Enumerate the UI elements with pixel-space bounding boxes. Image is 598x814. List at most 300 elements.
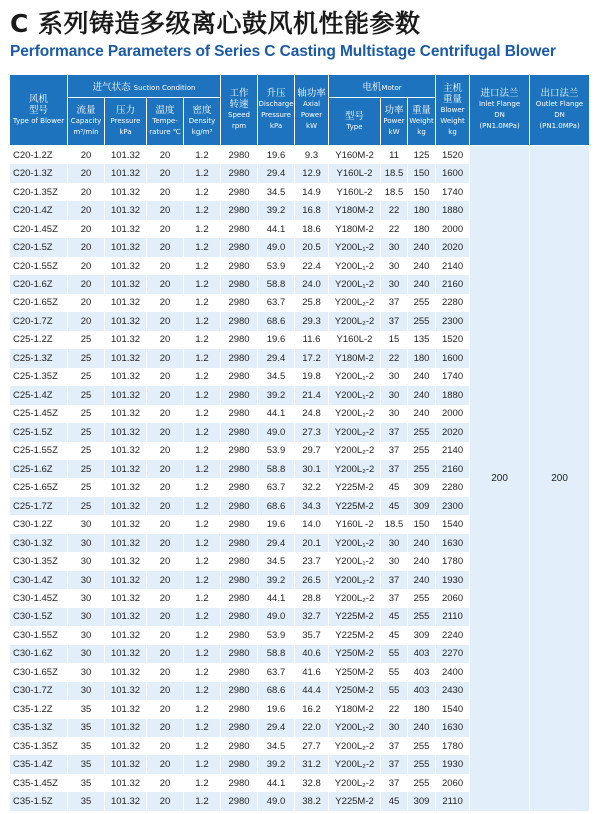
cell-capacity: 30 [68,571,105,589]
cell-motor-type: Y160L -2 [329,515,381,533]
cell-motor-weight: 150 [408,515,436,533]
cell-motor-power: 45 [381,478,408,496]
cell-pressure: 101.32 [105,645,147,663]
cell-temperature: 20 [147,645,184,663]
cell-motor-type: Y200L₂-2 [329,423,381,441]
cell-axial-power: 11.6 [295,331,329,349]
cell-axial-power: 34.3 [295,497,329,515]
cell-axial-power: 41.6 [295,663,329,681]
cell-capacity: 25 [68,460,105,478]
cell-density: 1.2 [184,719,221,737]
cell-speed: 2980 [221,201,258,219]
cell-density: 1.2 [184,774,221,792]
header-density: 密度 Density kg/m³ [184,98,221,146]
cell-axial-power: 24.0 [295,275,329,293]
cell-motor-type: Y200L₂-2 [329,460,381,478]
cell-blower-weight: 2110 [436,792,470,810]
cell-motor-type: Y200L₂-2 [329,589,381,607]
cell-temperature: 20 [147,331,184,349]
cell-motor-type: Y200L₁-2 [329,238,381,256]
cell-blower-weight: 2160 [436,460,470,478]
cell-discharge-pressure: 19.6 [258,700,295,718]
cell-motor-weight: 255 [408,755,436,773]
cell-temperature: 20 [147,497,184,515]
cell-speed: 2980 [221,386,258,404]
cell-motor-type: Y200L₂-2 [329,442,381,460]
cell-blower-weight: 1880 [436,386,470,404]
cell-capacity: 30 [68,608,105,626]
cell-model: C25-1.2Z [10,331,68,349]
cell-pressure: 101.32 [105,700,147,718]
cell-capacity: 35 [68,719,105,737]
cell-density: 1.2 [184,183,221,201]
cell-pressure: 101.32 [105,719,147,737]
cell-density: 1.2 [184,257,221,275]
cell-discharge-pressure: 49.0 [258,792,295,810]
cell-motor-type: Y160L-2 [329,164,381,182]
cell-motor-weight: 309 [408,626,436,644]
cell-motor-power: 37 [381,571,408,589]
cell-blower-weight: 2000 [436,220,470,238]
cell-axial-power: 14.9 [295,183,329,201]
cell-model: C35-1.3Z [10,719,68,737]
cell-temperature: 20 [147,792,184,810]
cell-motor-power: 55 [381,663,408,681]
cell-speed: 2980 [221,663,258,681]
cell-axial-power: 32.7 [295,608,329,626]
cell-temperature: 20 [147,238,184,256]
cell-motor-power: 22 [381,220,408,238]
cell-pressure: 101.32 [105,442,147,460]
cell-motor-power: 37 [381,312,408,330]
cell-pressure: 101.32 [105,552,147,570]
cell-motor-power: 45 [381,792,408,810]
cell-axial-power: 24.8 [295,405,329,423]
cell-axial-power: 23.7 [295,552,329,570]
cell-capacity: 30 [68,552,105,570]
cell-axial-power: 16.8 [295,201,329,219]
table-header [10,75,590,146]
cell-axial-power: 30.1 [295,460,329,478]
cell-temperature: 20 [147,312,184,330]
cell-motor-weight: 309 [408,478,436,496]
cell-density: 1.2 [184,146,221,165]
cell-capacity: 30 [68,626,105,644]
cell-pressure: 101.32 [105,774,147,792]
cell-motor-type: Y160L-2 [329,183,381,201]
cell-speed: 2980 [221,497,258,515]
cell-discharge-pressure: 44.1 [258,774,295,792]
cell-blower-weight: 1540 [436,700,470,718]
cell-pressure: 101.32 [105,626,147,644]
cell-axial-power: 18.6 [295,220,329,238]
cell-axial-power: 40.6 [295,645,329,663]
cell-temperature: 20 [147,386,184,404]
cell-blower-weight: 1630 [436,534,470,552]
cell-speed: 2980 [221,719,258,737]
cell-motor-type: Y225M-2 [329,478,381,496]
cell-axial-power: 20.1 [295,534,329,552]
cell-speed: 2980 [221,238,258,256]
cell-temperature: 20 [147,755,184,773]
table-row [10,146,590,165]
cell-temperature: 20 [147,589,184,607]
cell-speed: 2980 [221,331,258,349]
cell-motor-power: 30 [381,534,408,552]
cell-blower-weight: 2020 [436,423,470,441]
cell-capacity: 20 [68,146,105,165]
cell-discharge-pressure: 29.4 [258,534,295,552]
header-motor-type: 型号 Type [329,98,381,146]
cell-temperature: 20 [147,294,184,312]
cell-axial-power: 35.7 [295,626,329,644]
cell-motor-type: Y250M-2 [329,663,381,681]
cell-motor-type: Y200L₁-2 [329,405,381,423]
cell-motor-type: Y225M-2 [329,608,381,626]
cell-pressure: 101.32 [105,589,147,607]
cell-discharge-pressure: 68.6 [258,682,295,700]
cell-speed: 2980 [221,700,258,718]
header-outlet-flange: 出口法兰 Outlet Flange DN (PN1.0MPa) [530,75,590,146]
cell-density: 1.2 [184,755,221,773]
cell-speed: 2980 [221,349,258,367]
cell-density: 1.2 [184,386,221,404]
cell-motor-power: 18.5 [381,515,408,533]
cell-capacity: 30 [68,682,105,700]
cell-model: C35-1.45Z [10,774,68,792]
cell-motor-weight: 240 [408,238,436,256]
cell-pressure: 101.32 [105,460,147,478]
cell-pressure: 101.32 [105,792,147,810]
cell-speed: 2980 [221,534,258,552]
cell-motor-weight: 240 [408,368,436,386]
cell-outlet-flange: 200 [530,146,590,811]
cell-axial-power: 27.3 [295,423,329,441]
cell-capacity: 20 [68,257,105,275]
cell-blower-weight: 1740 [436,183,470,201]
cell-motor-type: Y200L₂-2 [329,755,381,773]
header-discharge-pressure: 升压 Discharge Pressure kPa [258,75,295,146]
cell-inlet-flange: 200 [470,146,530,811]
header-motor: 电机Motor [329,75,436,98]
cell-model: C20-1.2Z [10,146,68,165]
cell-pressure: 101.32 [105,201,147,219]
cell-blower-weight: 2270 [436,645,470,663]
cell-motor-power: 45 [381,497,408,515]
cell-temperature: 20 [147,201,184,219]
cell-axial-power: 29.3 [295,312,329,330]
cell-motor-weight: 255 [408,423,436,441]
cell-motor-weight: 255 [408,442,436,460]
cell-motor-power: 30 [381,238,408,256]
cell-motor-weight: 240 [408,534,436,552]
cell-discharge-pressure: 34.5 [258,368,295,386]
cell-model: C20-1.5Z [10,238,68,256]
cell-speed: 2980 [221,608,258,626]
cell-capacity: 20 [68,275,105,293]
cell-motor-power: 37 [381,737,408,755]
cell-model: C30-1.5Z [10,608,68,626]
cell-pressure: 101.32 [105,238,147,256]
cell-speed: 2980 [221,423,258,441]
cell-density: 1.2 [184,534,221,552]
cell-density: 1.2 [184,737,221,755]
cell-motor-type: Y200L₁-2 [329,257,381,275]
header-blower-weight: 主机 重量 Blower Weight kg [436,75,470,146]
cell-pressure: 101.32 [105,294,147,312]
cell-speed: 2980 [221,552,258,570]
cell-motor-power: 11 [381,146,408,165]
cell-motor-power: 30 [381,552,408,570]
cell-pressure: 101.32 [105,405,147,423]
cell-motor-weight: 180 [408,220,436,238]
header-inlet-flange: 进口法兰 Inlet Flange DN (PN1.0MPa) [470,75,530,146]
header-temperature: 温度 Tempe- rature ℃ [147,98,184,146]
cell-discharge-pressure: 49.0 [258,238,295,256]
cell-speed: 2980 [221,589,258,607]
cell-motor-power: 55 [381,682,408,700]
cell-density: 1.2 [184,220,221,238]
cell-temperature: 20 [147,349,184,367]
cell-motor-power: 18.5 [381,164,408,182]
cell-temperature: 20 [147,608,184,626]
cell-axial-power: 31.2 [295,755,329,773]
cell-capacity: 30 [68,589,105,607]
cell-density: 1.2 [184,331,221,349]
cell-motor-power: 30 [381,275,408,293]
cell-blower-weight: 1630 [436,719,470,737]
cell-motor-type: Y250M-2 [329,645,381,663]
cell-axial-power: 29.7 [295,442,329,460]
cell-motor-power: 55 [381,645,408,663]
cell-motor-weight: 309 [408,497,436,515]
cell-model: C25-1.65Z [10,478,68,496]
cell-blower-weight: 1600 [436,349,470,367]
cell-axial-power: 14.0 [295,515,329,533]
cell-temperature: 20 [147,164,184,182]
cell-temperature: 20 [147,257,184,275]
cell-motor-weight: 255 [408,294,436,312]
cell-density: 1.2 [184,164,221,182]
cell-axial-power: 19.8 [295,368,329,386]
cell-motor-type: Y160M-2 [329,146,381,165]
cell-blower-weight: 2140 [436,257,470,275]
cell-density: 1.2 [184,497,221,515]
cell-capacity: 35 [68,737,105,755]
cell-capacity: 25 [68,368,105,386]
cell-motor-weight: 180 [408,349,436,367]
cell-axial-power: 21.4 [295,386,329,404]
cell-axial-power: 25.8 [295,294,329,312]
cell-motor-type: Y225M-2 [329,497,381,515]
cell-speed: 2980 [221,571,258,589]
cell-temperature: 20 [147,571,184,589]
cell-temperature: 20 [147,737,184,755]
cell-capacity: 35 [68,755,105,773]
cell-model: C30-1.3Z [10,534,68,552]
cell-capacity: 20 [68,220,105,238]
cell-pressure: 101.32 [105,275,147,293]
cell-motor-type: Y200L₁-2 [329,386,381,404]
cell-temperature: 20 [147,405,184,423]
cell-motor-weight: 240 [408,386,436,404]
cell-discharge-pressure: 53.9 [258,442,295,460]
cell-pressure: 101.32 [105,183,147,201]
cell-density: 1.2 [184,792,221,810]
cell-temperature: 20 [147,478,184,496]
header-motor-power: 功率 Power kW [381,98,408,146]
cell-blower-weight: 2160 [436,275,470,293]
cell-motor-type: Y200L₂-2 [329,571,381,589]
cell-motor-type: Y200L₂-2 [329,737,381,755]
cell-discharge-pressure: 39.2 [258,755,295,773]
cell-speed: 2980 [221,645,258,663]
cell-blower-weight: 1930 [436,755,470,773]
cell-model: C20-1.3Z [10,164,68,182]
cell-capacity: 30 [68,515,105,533]
cell-blower-weight: 2300 [436,312,470,330]
cell-motor-power: 30 [381,719,408,737]
cell-axial-power: 26.5 [295,571,329,589]
cell-capacity: 25 [68,442,105,460]
cell-model: C20-1.45Z [10,220,68,238]
cell-model: C25-1.35Z [10,368,68,386]
cell-capacity: 35 [68,774,105,792]
cell-density: 1.2 [184,515,221,533]
cell-model: C30-1.55Z [10,626,68,644]
cell-blower-weight: 2430 [436,682,470,700]
cell-density: 1.2 [184,275,221,293]
cell-capacity: 25 [68,349,105,367]
cell-blower-weight: 1520 [436,331,470,349]
cell-discharge-pressure: 29.4 [258,164,295,182]
header-motor-weight: 重量 Weight kg [408,98,436,146]
cell-temperature: 20 [147,552,184,570]
page-title-cn: C 系列铸造多级离心鼓风机性能参数 [10,9,421,38]
cell-motor-power: 37 [381,774,408,792]
cell-capacity: 30 [68,663,105,681]
cell-motor-type: Y180M-2 [329,220,381,238]
cell-motor-power: 15 [381,331,408,349]
cell-model: C35-1.2Z [10,700,68,718]
cell-axial-power: 27.7 [295,737,329,755]
cell-model: C30-1.65Z [10,663,68,681]
cell-capacity: 30 [68,645,105,663]
cell-motor-power: 30 [381,257,408,275]
cell-motor-power: 37 [381,589,408,607]
cell-pressure: 101.32 [105,571,147,589]
cell-discharge-pressure: 49.0 [258,423,295,441]
cell-discharge-pressure: 19.6 [258,146,295,165]
cell-pressure: 101.32 [105,534,147,552]
cell-capacity: 20 [68,312,105,330]
cell-motor-type: Y200L₁-2 [329,552,381,570]
cell-blower-weight: 1740 [436,368,470,386]
cell-discharge-pressure: 19.6 [258,331,295,349]
cell-motor-type: Y200L₁-2 [329,719,381,737]
cell-motor-weight: 240 [408,275,436,293]
cell-blower-weight: 1780 [436,737,470,755]
cell-discharge-pressure: 29.4 [258,719,295,737]
cell-model: C25-1.4Z [10,386,68,404]
cell-axial-power: 32.2 [295,478,329,496]
cell-motor-weight: 150 [408,183,436,201]
cell-motor-weight: 403 [408,645,436,663]
header-speed: 工作 转速 Speed rpm [221,75,258,146]
cell-motor-power: 37 [381,442,408,460]
cell-motor-type: Y225M-2 [329,792,381,810]
cell-speed: 2980 [221,368,258,386]
cell-axial-power: 16.2 [295,700,329,718]
cell-capacity: 20 [68,201,105,219]
cell-axial-power: 38.2 [295,792,329,810]
cell-pressure: 101.32 [105,349,147,367]
cell-temperature: 20 [147,682,184,700]
cell-model: C30-1.7Z [10,682,68,700]
cell-discharge-pressure: 44.1 [258,405,295,423]
cell-temperature: 20 [147,423,184,441]
cell-discharge-pressure: 39.2 [258,386,295,404]
cell-density: 1.2 [184,312,221,330]
cell-motor-power: 22 [381,700,408,718]
cell-density: 1.2 [184,552,221,570]
cell-speed: 2980 [221,515,258,533]
cell-temperature: 20 [147,626,184,644]
cell-pressure: 101.32 [105,164,147,182]
cell-density: 1.2 [184,368,221,386]
cell-motor-power: 45 [381,626,408,644]
cell-speed: 2980 [221,442,258,460]
cell-model: C25-1.5Z [10,423,68,441]
cell-discharge-pressure: 39.2 [258,201,295,219]
cell-density: 1.2 [184,423,221,441]
cell-blower-weight: 2110 [436,608,470,626]
cell-density: 1.2 [184,608,221,626]
cell-discharge-pressure: 34.5 [258,183,295,201]
cell-speed: 2980 [221,626,258,644]
cell-model: C20-1.7Z [10,312,68,330]
cell-motor-type: Y180M-2 [329,700,381,718]
cell-motor-weight: 240 [408,257,436,275]
cell-model: C30-1.35Z [10,552,68,570]
cell-motor-type: Y160L-2 [329,331,381,349]
page-title-en: Performance Parameters of Series C Casting Multistage Centrifugal Blower [10,43,556,60]
header-suction-condition: 进气状态 Suction Condition [68,75,221,98]
cell-density: 1.2 [184,663,221,681]
cell-motor-weight: 150 [408,164,436,182]
cell-motor-weight: 180 [408,201,436,219]
cell-discharge-pressure: 39.2 [258,571,295,589]
cell-speed: 2980 [221,682,258,700]
cell-motor-weight: 180 [408,700,436,718]
cell-motor-type: Y200L₁-2 [329,534,381,552]
cell-model: C20-1.35Z [10,183,68,201]
cell-model: C20-1.65Z [10,294,68,312]
cell-pressure: 101.32 [105,146,147,165]
cell-discharge-pressure: 68.6 [258,312,295,330]
cell-temperature: 20 [147,515,184,533]
cell-temperature: 20 [147,719,184,737]
cell-density: 1.2 [184,442,221,460]
cell-discharge-pressure: 63.7 [258,663,295,681]
header-model: 风机 型号 Type of Blower [10,75,68,146]
cell-model: C30-1.4Z [10,571,68,589]
cell-motor-weight: 135 [408,331,436,349]
cell-temperature: 20 [147,774,184,792]
cell-pressure: 101.32 [105,497,147,515]
cell-discharge-pressure: 19.6 [258,515,295,533]
cell-speed: 2980 [221,792,258,810]
